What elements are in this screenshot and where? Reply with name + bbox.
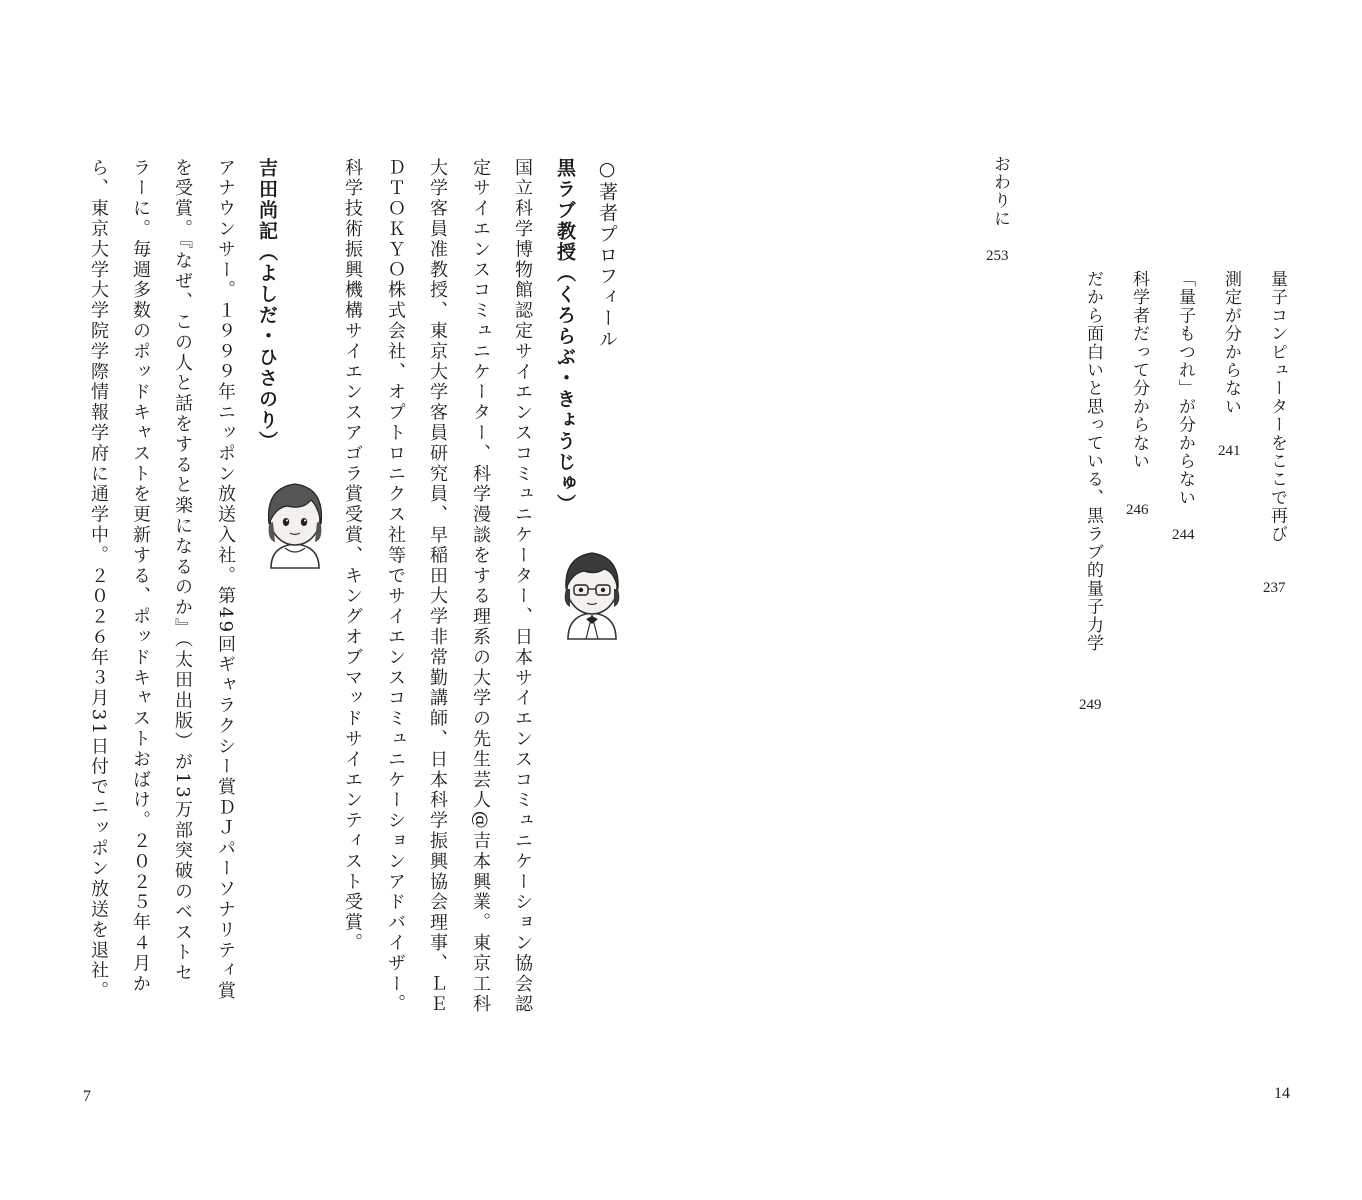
author2-bio-line: アナウンサー。１９９９年ニッポン放送入社。第49回ギャラクシー賞ＤＪパーソナリティ賞	[215, 158, 236, 1002]
author2-bio-line: を受賞。『なぜ、この人と話をすると楽になるのか』（太田出版）が13万部突破のベストセ	[172, 158, 193, 984]
toc-entry	[1084, 270, 1101, 652]
toc-closing	[991, 155, 1008, 228]
author2-name: 吉田尚記（よしだ・ひさのり）	[256, 158, 278, 452]
kuroravu-avatar-icon	[554, 545, 630, 641]
author2-bio-line: ラーに。毎週多数のポッドキャストを更新する、ポッドキャストおばけ。２０２５年４月か	[130, 158, 151, 995]
author1-bio-line: 大学客員准教授、東京大学客員研究員、早稲田大学非常勤講師、日本科学振興協会理事、ＬＥ	[427, 158, 448, 1015]
toc-entry	[1268, 270, 1285, 543]
author1-bio-line: ＤＴＯＫＹＯ株式会社、オプトロニクス社等でサイエンスコミュニケーションアドバイザー。	[385, 158, 406, 1015]
toc-entry-title: 量子コンピューターをここで再び	[1267, 270, 1287, 543]
toc-entry-page: 249	[1079, 697, 1102, 713]
toc-closing-title: おわりに	[990, 155, 1010, 228]
toc-entry	[1176, 270, 1193, 507]
author2-bio-line: ら、東京大学大学院学際情報学府に通学中。２０２６年３月31日付でニッポン放送を退社。	[88, 158, 109, 1002]
toc-entry-page: 246	[1126, 502, 1149, 518]
author1-name: 黒ラブ教授（くろらぶ・きょうじゅ）	[554, 158, 576, 515]
author1-bio-line: 国立科学博物館認定サイエンスコミュニケーター、日本サイエンスコミュニケーション協会認	[512, 158, 533, 1015]
toc-entry-page: 241	[1218, 443, 1241, 459]
toc-entry-title: 科学者だって分からない	[1129, 270, 1149, 471]
toc-entry-title: 測定が分からない	[1221, 270, 1241, 416]
toc-entry-page: 244	[1172, 527, 1195, 543]
yoshida-avatar-icon	[257, 478, 333, 570]
toc-closing-page: 253	[986, 248, 1009, 264]
toc-entry-title: 「量子もつれ」が分からない	[1175, 270, 1195, 507]
page-number-right: 14	[1274, 1085, 1290, 1102]
toc-entry-title: だから面白いと思っている、黒ラブ的量子力学	[1083, 270, 1103, 653]
toc-entry	[1222, 270, 1239, 416]
profile-heading: ○著者プロフィール	[596, 158, 618, 350]
toc-entry-page: 237	[1263, 580, 1286, 596]
toc-entry	[1130, 270, 1147, 470]
author1-bio-line: 定サイエンスコミュニケーター、科学漫談をする理系の大学の先生芸人@吉本興業。東京工科	[470, 158, 491, 1015]
author1-bio-line: 科学技術振興機構サイエンスアゴラ賞受賞、キングオブマッドサイエンティスト受賞。	[342, 158, 363, 954]
page-number-left: 7	[83, 1088, 91, 1105]
